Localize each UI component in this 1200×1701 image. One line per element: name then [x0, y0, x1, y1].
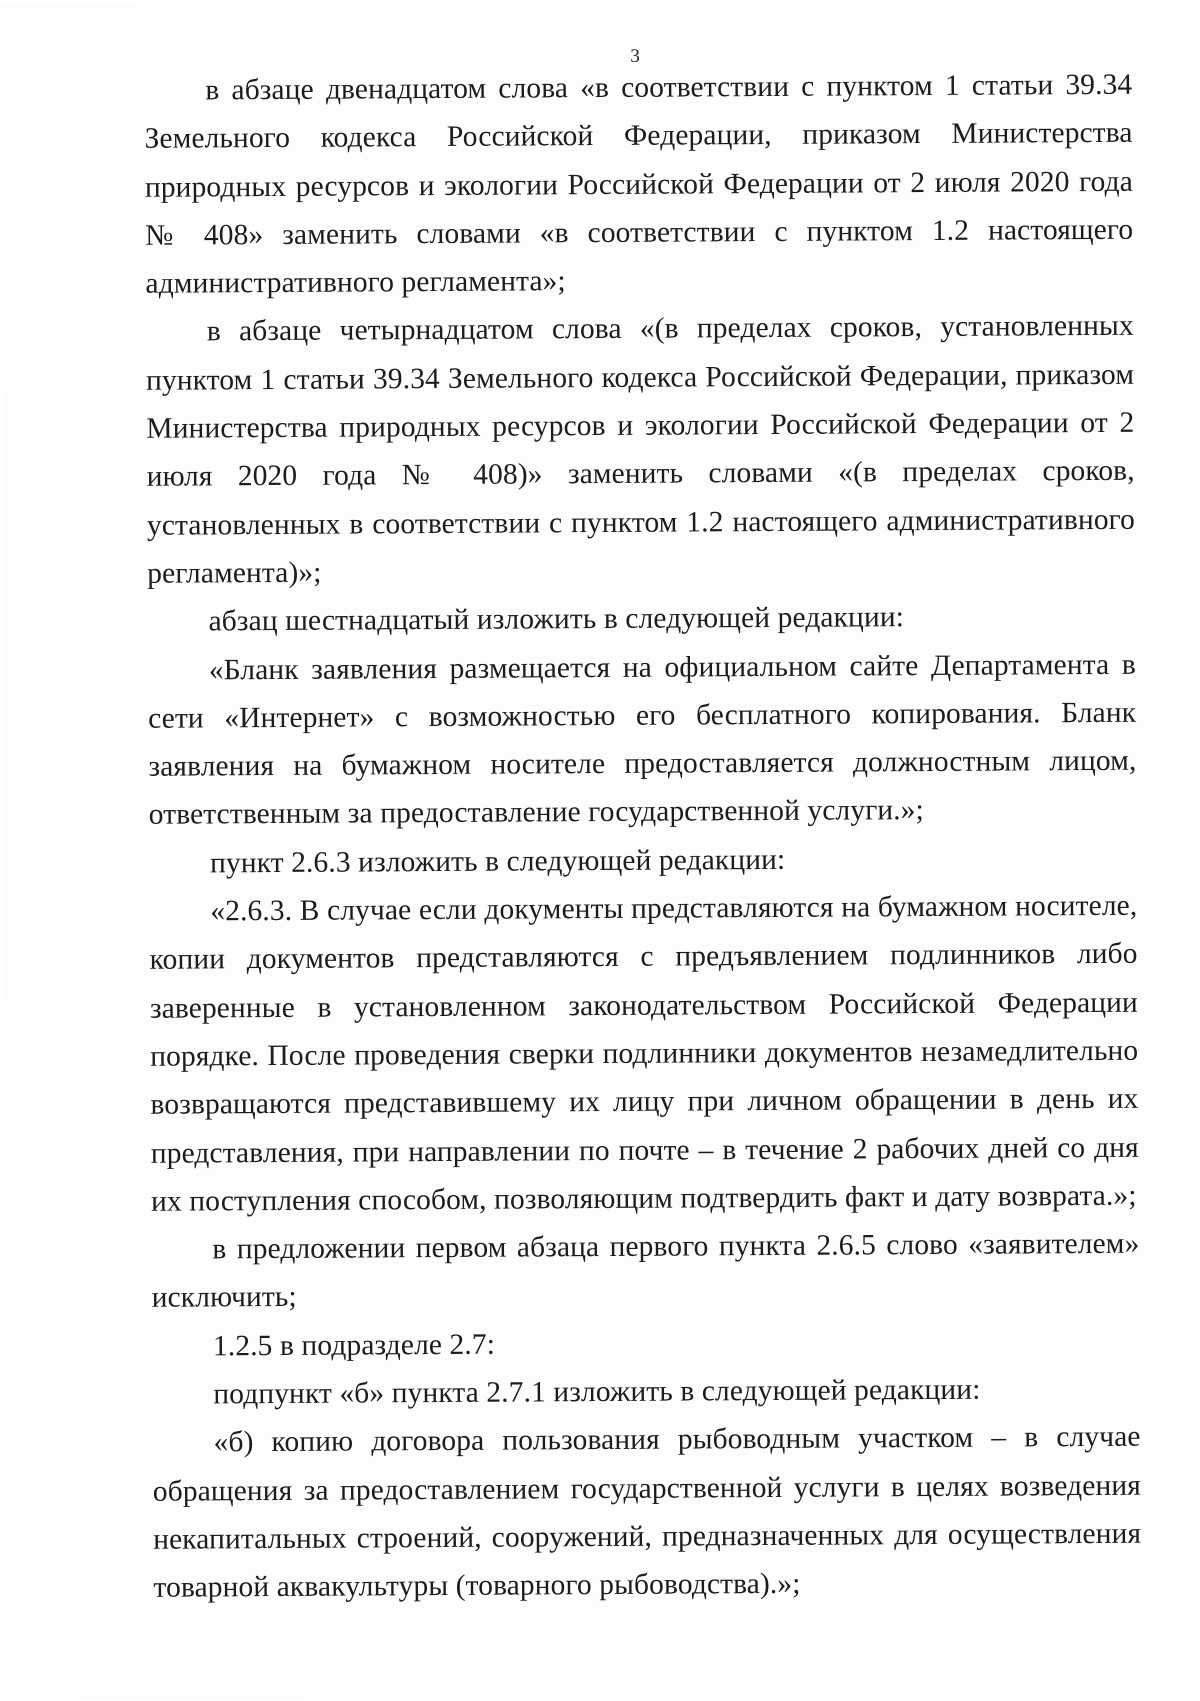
paragraph-10: «б) копию договора пользования рыбоводным участком – в случае обращения за предоставлением государственной услуги в целях возведения некапитальных строений, сооружений, предназначенных для осуществления товарной аквакультуры (товарного рыбоводства).»;: [152, 1421, 1142, 1604]
paragraph-4: «Бланк заявления размещается на официальном сайте Департамента в сети «Интернет» с возможностью его бесплатного копирования. Бланк заявления на бумажном носителе предоставляется должностным лицом, ответственным за предоставление государственной услуги.»;: [148, 648, 1137, 832]
paragraph-8: 1.2.5 в подразделе 2.7:: [212, 1328, 496, 1363]
paragraph-5: пункт 2.6.3 изложить в следующей редакции:: [209, 843, 786, 880]
paragraph-2: в абзаце четырнадцатом слова «(в пределах сроков, установленных пунктом 1 статьи 39.34 Земельного кодекса Российской Федерации, приказом Министерства природных ресурсов и экологии Российской Федерации от 2 июля 2020 года № 408)» заменить словами «(в пределах сроков, установленных в соответствии с пунктом 1.2 настоящего административного регламента)»;: [145, 310, 1136, 590]
paragraph-3: абзац шестнадцатый изложить в следующей редакции:: [208, 601, 905, 638]
paragraph-7: в предложении первом абзаца первого пункта 2.6.5 слово «заявителем» исключить;: [151, 1227, 1140, 1315]
page-number: 3: [630, 45, 640, 67]
document-body: [144, 61, 1141, 1613]
paragraph-9: подпункт «б» пункта 2.7.1 изложить в следующей редакции:: [213, 1373, 981, 1411]
paragraph-1: в абзаце двенадцатом слова «в соответствии с пунктом 1 статьи 39.34 Земельного кодекса Российской Федерации, приказом Министерства природных ресурсов и экологии Российской Федерации от 2 июля 2020 года № 408» заменить словами «в соответствии с пунктом 1.2 настоящего административного регламента»;: [144, 68, 1134, 300]
paragraph-6: «2.6.3. В случае если документы представляются на бумажном носителе, копии документов представляются с предъявлением подлинников либо заверенные в установленном законодательством Российской Федерации порядке. После проведения сверки подлинники документов незамедлительно возвращаются представившему их лицу при личном обращении в день их представления, при направлении по почте – в течение 2 рабочих дней со дня их поступления способом, позволяющим подтвердить факт и дату возврата.»;: [149, 889, 1139, 1218]
